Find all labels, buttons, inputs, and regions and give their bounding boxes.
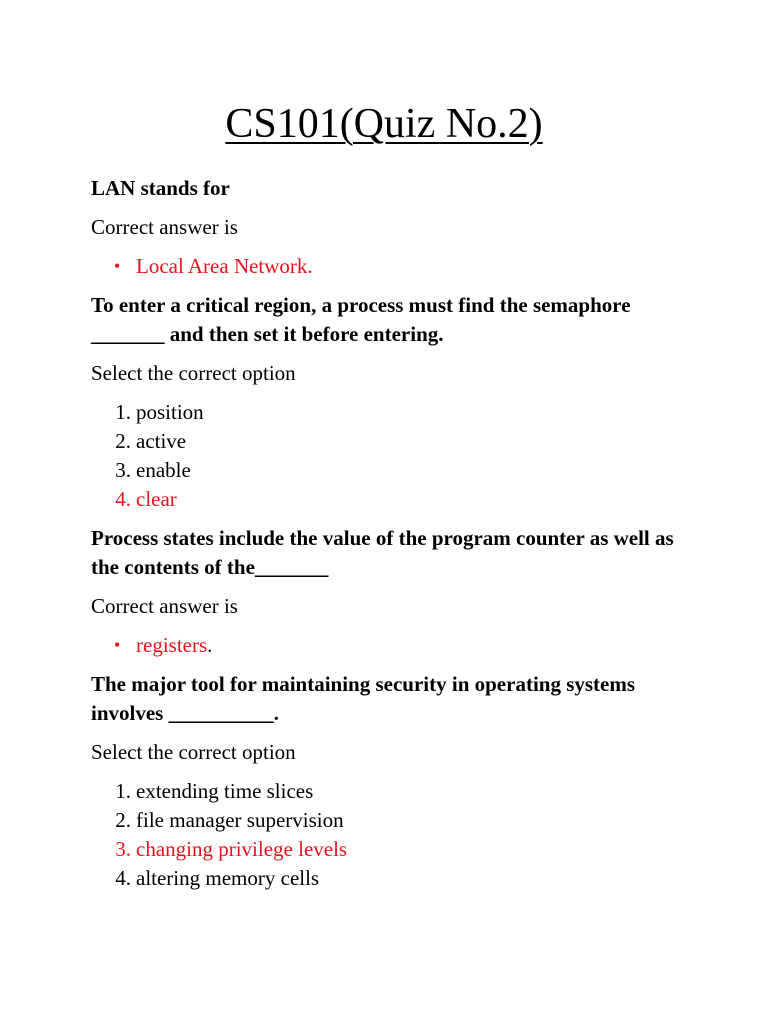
question-3-answer-list <box>91 631 691 660</box>
correct-answer <box>91 252 691 281</box>
question-2-text: To enter a critical region, a process must find the semaphore _______ and then set it before entering. <box>91 293 631 346</box>
option-number: 1. <box>115 400 131 424</box>
option-item-correct <box>91 835 691 864</box>
question-4-text: The major tool for maintaining security in operating systems involves __________. <box>91 672 636 725</box>
option-label: changing privilege levels <box>136 837 348 861</box>
quiz-content <box>91 174 691 903</box>
option-item <box>91 777 691 806</box>
answer-suffix: . <box>207 633 213 657</box>
question-3-text: Process states include the value of the program counter as well as the contents of the_______ <box>91 526 674 579</box>
option-number: 3. <box>115 837 131 861</box>
option-item-correct <box>91 485 691 514</box>
question-3-prompt: Correct answer is <box>91 594 238 618</box>
bullet-icon: • <box>114 256 121 276</box>
option-item <box>91 456 691 485</box>
option-item <box>91 398 691 427</box>
option-number: 4. <box>115 866 131 890</box>
question-4-options <box>91 777 691 893</box>
question-4-prompt: Select the correct option <box>91 740 296 764</box>
question-2-prompt: Select the correct option <box>91 361 296 385</box>
question-1-answer-list <box>91 252 691 281</box>
correct-answer <box>91 631 691 660</box>
option-number: 3. <box>115 458 131 482</box>
answer-text: registers <box>136 633 208 657</box>
option-label: clear <box>136 487 177 511</box>
option-label: altering memory cells <box>136 866 320 890</box>
bullet-icon: • <box>114 635 121 655</box>
option-label: file manager supervision <box>136 808 344 832</box>
option-number: 1. <box>115 779 131 803</box>
option-label: extending time slices <box>136 779 314 803</box>
option-number: 4. <box>115 487 131 511</box>
page-title: CS101(Quiz No.2) <box>225 101 543 147</box>
answer-text: Local Area Network. <box>136 254 313 278</box>
option-number: 2. <box>115 429 131 453</box>
option-label: active <box>136 429 187 453</box>
option-label: enable <box>136 458 191 482</box>
option-item <box>91 864 691 893</box>
question-1-text: LAN stands for <box>91 176 230 200</box>
question-2-options <box>91 398 691 514</box>
option-number: 2. <box>115 808 131 832</box>
option-item <box>91 427 691 456</box>
option-label: position <box>136 400 204 424</box>
question-1-prompt: Correct answer is <box>91 215 238 239</box>
option-item <box>91 806 691 835</box>
